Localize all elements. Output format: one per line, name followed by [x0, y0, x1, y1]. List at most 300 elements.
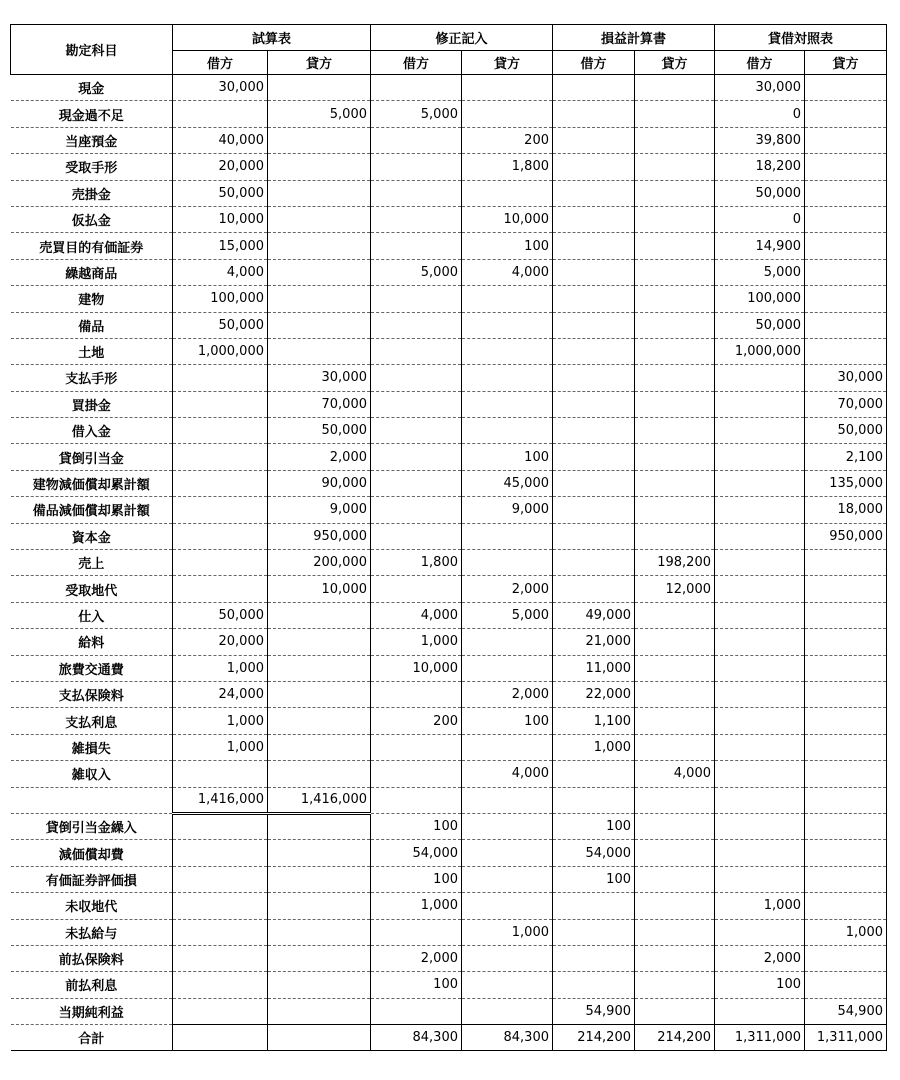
credit-amount — [268, 233, 371, 259]
credit-amount: 70,000 — [805, 391, 887, 417]
debit-amount — [553, 761, 635, 787]
group-header-income-statement: 損益計算書 — [553, 25, 715, 51]
account-column-header: 勘定科目 — [11, 25, 173, 75]
debit-amount — [715, 365, 805, 391]
credit-amount — [805, 550, 887, 576]
debit-amount: 1,000 — [371, 629, 462, 655]
account-name: 支払利息 — [11, 708, 173, 734]
debit-header: 借方 — [173, 51, 268, 75]
credit-amount — [805, 576, 887, 602]
debit-amount — [173, 365, 268, 391]
credit-amount — [635, 338, 715, 364]
credit-amount — [462, 338, 553, 364]
account-name: 当期純利益 — [11, 998, 173, 1024]
credit-amount: 30,000 — [268, 365, 371, 391]
credit-amount — [268, 919, 371, 945]
debit-amount: 10,000 — [371, 655, 462, 681]
debit-amount — [371, 444, 462, 470]
debit-amount — [715, 602, 805, 628]
debit-amount — [371, 919, 462, 945]
credit-amount — [805, 338, 887, 364]
credit-amount — [635, 629, 715, 655]
credit-amount — [635, 893, 715, 919]
credit-amount: 950,000 — [805, 523, 887, 549]
debit-amount — [371, 497, 462, 523]
credit-amount — [635, 655, 715, 681]
debit-amount: 4,000 — [371, 602, 462, 628]
debit-amount — [173, 998, 268, 1024]
debit-header: 借方 — [553, 51, 635, 75]
credit-amount — [635, 180, 715, 206]
credit-amount — [268, 338, 371, 364]
debit-amount — [553, 919, 635, 945]
credit-amount — [462, 286, 553, 312]
credit-amount: 18,000 — [805, 497, 887, 523]
account-name: 売上 — [11, 550, 173, 576]
debit-amount — [173, 497, 268, 523]
debit-amount: 40,000 — [173, 127, 268, 153]
credit-amount — [805, 602, 887, 628]
debit-amount — [715, 655, 805, 681]
credit-amount: 50,000 — [268, 418, 371, 444]
credit-amount — [462, 523, 553, 549]
debit-amount — [371, 761, 462, 787]
credit-amount: 1,000 — [805, 919, 887, 945]
account-name: 前払利息 — [11, 972, 173, 998]
debit-amount: 84,300 — [371, 1025, 462, 1051]
debit-amount — [371, 998, 462, 1024]
debit-amount: 100 — [715, 972, 805, 998]
account-name: 合計 — [11, 1025, 173, 1051]
table-row — [11, 840, 887, 866]
debit-amount — [173, 919, 268, 945]
group-header-balance-sheet: 貸借対照表 — [715, 25, 887, 51]
account-name: 給料 — [11, 629, 173, 655]
credit-amount: 9,000 — [462, 497, 553, 523]
credit-amount — [462, 893, 553, 919]
debit-amount: 22,000 — [553, 681, 635, 707]
credit-amount — [635, 497, 715, 523]
credit-amount — [635, 75, 715, 101]
credit-amount — [635, 840, 715, 866]
debit-amount — [173, 813, 268, 839]
debit-amount: 1,416,000 — [173, 787, 268, 813]
table-row — [11, 312, 887, 338]
debit-amount: 24,000 — [173, 681, 268, 707]
debit-amount — [371, 391, 462, 417]
account-name — [11, 787, 173, 813]
credit-amount — [462, 734, 553, 760]
credit-amount — [268, 761, 371, 787]
credit-amount — [635, 127, 715, 153]
debit-amount — [173, 470, 268, 496]
credit-amount — [268, 945, 371, 971]
debit-amount: 54,000 — [371, 840, 462, 866]
debit-amount — [715, 681, 805, 707]
debit-amount — [173, 523, 268, 549]
credit-amount — [805, 813, 887, 839]
debit-amount — [553, 550, 635, 576]
credit-amount: 12,000 — [635, 576, 715, 602]
credit-amount — [635, 523, 715, 549]
debit-amount: 1,000 — [173, 708, 268, 734]
debit-amount — [371, 470, 462, 496]
debit-amount: 100 — [371, 813, 462, 839]
table-row — [11, 338, 887, 364]
credit-amount — [635, 286, 715, 312]
credit-amount — [635, 972, 715, 998]
credit-amount — [268, 998, 371, 1024]
credit-amount — [462, 391, 553, 417]
debit-amount: 200 — [371, 708, 462, 734]
debit-amount — [173, 444, 268, 470]
credit-amount: 4,000 — [462, 259, 553, 285]
credit-amount — [635, 101, 715, 127]
credit-amount — [805, 866, 887, 892]
credit-amount — [635, 919, 715, 945]
account-name: 備品 — [11, 312, 173, 338]
debit-amount — [173, 893, 268, 919]
debit-amount — [553, 893, 635, 919]
debit-amount: 1,800 — [371, 550, 462, 576]
debit-amount — [173, 761, 268, 787]
credit-amount — [268, 180, 371, 206]
table-row — [11, 866, 887, 892]
table-row — [11, 602, 887, 628]
account-name: 雑収入 — [11, 761, 173, 787]
debit-header: 借方 — [371, 51, 462, 75]
debit-amount — [553, 972, 635, 998]
credit-amount — [462, 101, 553, 127]
credit-amount: 4,000 — [462, 761, 553, 787]
debit-amount — [553, 338, 635, 364]
credit-amount — [805, 840, 887, 866]
debit-amount — [371, 206, 462, 232]
account-name: 有価証券評価損 — [11, 866, 173, 892]
table-row — [11, 259, 887, 285]
credit-amount: 1,800 — [462, 154, 553, 180]
debit-amount — [371, 338, 462, 364]
account-name: 現金 — [11, 75, 173, 101]
debit-amount — [371, 734, 462, 760]
credit-amount — [805, 945, 887, 971]
group-header-trial-balance: 試算表 — [173, 25, 371, 51]
credit-amount: 214,200 — [635, 1025, 715, 1051]
credit-amount — [462, 840, 553, 866]
debit-amount — [715, 497, 805, 523]
credit-amount: 70,000 — [268, 391, 371, 417]
table-row — [11, 233, 887, 259]
debit-amount — [173, 576, 268, 602]
credit-amount: 10,000 — [268, 576, 371, 602]
account-name: 未収地代 — [11, 893, 173, 919]
debit-amount: 100,000 — [173, 286, 268, 312]
table-row — [11, 101, 887, 127]
credit-amount — [805, 761, 887, 787]
credit-amount — [268, 840, 371, 866]
debit-amount — [371, 523, 462, 549]
table-body — [11, 75, 887, 1051]
credit-amount: 30,000 — [805, 365, 887, 391]
debit-amount — [173, 550, 268, 576]
debit-amount: 100,000 — [715, 286, 805, 312]
debit-amount: 2,000 — [371, 945, 462, 971]
debit-amount: 21,000 — [553, 629, 635, 655]
credit-amount — [462, 550, 553, 576]
table-row — [11, 523, 887, 549]
credit-amount — [635, 787, 715, 813]
debit-amount — [371, 576, 462, 602]
credit-amount: 2,000 — [462, 681, 553, 707]
debit-amount — [553, 312, 635, 338]
debit-amount — [173, 945, 268, 971]
debit-amount — [715, 523, 805, 549]
credit-amount — [635, 444, 715, 470]
debit-amount: 30,000 — [715, 75, 805, 101]
debit-amount — [371, 365, 462, 391]
account-name: 建物減価償却累計額 — [11, 470, 173, 496]
debit-amount: 1,311,000 — [715, 1025, 805, 1051]
account-name: 受取地代 — [11, 576, 173, 602]
credit-header: 貸方 — [635, 51, 715, 75]
debit-amount: 15,000 — [173, 233, 268, 259]
debit-amount — [715, 866, 805, 892]
debit-amount — [715, 470, 805, 496]
credit-amount — [268, 655, 371, 681]
credit-amount — [462, 75, 553, 101]
table-row — [11, 206, 887, 232]
credit-amount — [268, 312, 371, 338]
credit-amount: 135,000 — [805, 470, 887, 496]
credit-amount — [805, 127, 887, 153]
credit-amount — [635, 391, 715, 417]
debit-amount — [173, 1025, 268, 1051]
table-row — [11, 180, 887, 206]
debit-amount: 50,000 — [715, 312, 805, 338]
account-name: 貸倒引当金繰入 — [11, 813, 173, 839]
debit-amount: 1,000 — [173, 734, 268, 760]
table-row — [11, 444, 887, 470]
account-name: 仮払金 — [11, 206, 173, 232]
credit-amount — [635, 233, 715, 259]
credit-amount: 1,311,000 — [805, 1025, 887, 1051]
debit-amount: 50,000 — [715, 180, 805, 206]
credit-amount: 950,000 — [268, 523, 371, 549]
debit-amount: 100 — [371, 866, 462, 892]
worksheet-table — [10, 24, 887, 1051]
table-row — [11, 708, 887, 734]
credit-amount — [635, 365, 715, 391]
debit-amount: 1,000 — [173, 655, 268, 681]
account-name: 支払保険料 — [11, 681, 173, 707]
credit-amount — [462, 629, 553, 655]
credit-amount — [635, 602, 715, 628]
debit-amount: 1,100 — [553, 708, 635, 734]
debit-amount: 39,800 — [715, 127, 805, 153]
credit-amount — [635, 734, 715, 760]
credit-amount — [805, 259, 887, 285]
debit-amount: 1,000,000 — [173, 338, 268, 364]
debit-amount: 4,000 — [173, 259, 268, 285]
credit-amount — [268, 813, 371, 839]
table-row — [11, 629, 887, 655]
table-row — [11, 734, 887, 760]
credit-amount — [462, 312, 553, 338]
debit-amount: 214,200 — [553, 1025, 635, 1051]
debit-amount: 54,900 — [553, 998, 635, 1024]
table-row — [11, 286, 887, 312]
credit-amount — [268, 602, 371, 628]
account-name: 土地 — [11, 338, 173, 364]
credit-amount — [268, 154, 371, 180]
debit-amount — [371, 75, 462, 101]
account-name: 雑損失 — [11, 734, 173, 760]
debit-amount — [715, 734, 805, 760]
debit-amount — [715, 576, 805, 602]
debit-amount — [553, 233, 635, 259]
table-row — [11, 391, 887, 417]
debit-amount — [173, 101, 268, 127]
debit-amount: 0 — [715, 206, 805, 232]
debit-amount: 1,000 — [371, 893, 462, 919]
group-header-adjustments: 修正記入 — [371, 25, 553, 51]
debit-amount — [715, 919, 805, 945]
debit-amount — [553, 286, 635, 312]
credit-amount: 9,000 — [268, 497, 371, 523]
debit-amount — [553, 75, 635, 101]
account-name: 支払手形 — [11, 365, 173, 391]
debit-amount — [715, 998, 805, 1024]
credit-amount — [635, 312, 715, 338]
credit-amount — [268, 708, 371, 734]
credit-amount — [268, 893, 371, 919]
credit-amount — [462, 972, 553, 998]
account-name: 減価償却費 — [11, 840, 173, 866]
credit-amount — [268, 75, 371, 101]
debit-amount — [715, 787, 805, 813]
credit-header: 貸方 — [268, 51, 371, 75]
credit-amount — [462, 813, 553, 839]
debit-amount — [173, 866, 268, 892]
table-row — [11, 787, 887, 813]
credit-amount — [462, 655, 553, 681]
credit-amount — [462, 945, 553, 971]
credit-amount: 2,000 — [268, 444, 371, 470]
credit-amount — [805, 101, 887, 127]
credit-amount — [268, 286, 371, 312]
debit-amount — [553, 101, 635, 127]
credit-header: 貸方 — [805, 51, 887, 75]
account-name: 仕入 — [11, 602, 173, 628]
table-row — [11, 127, 887, 153]
credit-amount — [268, 734, 371, 760]
credit-amount: 5,000 — [268, 101, 371, 127]
credit-amount — [462, 418, 553, 444]
table-row — [11, 576, 887, 602]
table-row — [11, 470, 887, 496]
credit-amount — [635, 708, 715, 734]
debit-amount — [173, 972, 268, 998]
debit-header: 借方 — [715, 51, 805, 75]
debit-amount — [371, 418, 462, 444]
table-row — [11, 893, 887, 919]
credit-amount — [268, 866, 371, 892]
account-name: 貸倒引当金 — [11, 444, 173, 470]
credit-amount — [635, 866, 715, 892]
account-name: 建物 — [11, 286, 173, 312]
debit-amount: 20,000 — [173, 154, 268, 180]
credit-amount — [462, 180, 553, 206]
credit-amount — [805, 787, 887, 813]
table-row — [11, 761, 887, 787]
table-row — [11, 418, 887, 444]
account-name: 繰越商品 — [11, 259, 173, 285]
debit-amount — [553, 470, 635, 496]
credit-amount — [635, 681, 715, 707]
debit-amount — [553, 206, 635, 232]
debit-amount: 1,000,000 — [715, 338, 805, 364]
table-row — [11, 497, 887, 523]
debit-amount — [371, 681, 462, 707]
debit-amount: 100 — [553, 813, 635, 839]
account-name: 受取手形 — [11, 154, 173, 180]
credit-amount: 84,300 — [462, 1025, 553, 1051]
credit-amount — [805, 154, 887, 180]
credit-amount: 90,000 — [268, 470, 371, 496]
debit-amount: 50,000 — [173, 312, 268, 338]
credit-header: 貸方 — [462, 51, 553, 75]
credit-amount: 100 — [462, 444, 553, 470]
credit-amount — [268, 259, 371, 285]
table-row — [11, 154, 887, 180]
credit-amount: 4,000 — [635, 761, 715, 787]
credit-amount: 200 — [462, 127, 553, 153]
debit-amount — [553, 945, 635, 971]
credit-amount — [635, 154, 715, 180]
debit-amount: 5,000 — [371, 259, 462, 285]
table-row — [11, 813, 887, 839]
debit-amount — [553, 444, 635, 470]
credit-amount — [268, 972, 371, 998]
credit-amount — [805, 708, 887, 734]
credit-amount — [805, 206, 887, 232]
credit-amount — [268, 681, 371, 707]
credit-amount: 54,900 — [805, 998, 887, 1024]
credit-amount: 2,100 — [805, 444, 887, 470]
table-row — [11, 655, 887, 681]
debit-amount — [553, 391, 635, 417]
account-name: 未払給与 — [11, 919, 173, 945]
account-name: 借入金 — [11, 418, 173, 444]
account-name: 資本金 — [11, 523, 173, 549]
credit-amount: 45,000 — [462, 470, 553, 496]
debit-amount — [553, 497, 635, 523]
debit-amount: 11,000 — [553, 655, 635, 681]
credit-amount — [805, 893, 887, 919]
debit-amount — [715, 761, 805, 787]
credit-amount — [805, 629, 887, 655]
credit-amount — [805, 734, 887, 760]
credit-amount — [462, 365, 553, 391]
debit-amount — [715, 629, 805, 655]
credit-amount — [462, 866, 553, 892]
table-header — [11, 25, 887, 75]
credit-amount: 5,000 — [462, 602, 553, 628]
credit-amount — [635, 813, 715, 839]
debit-amount: 18,200 — [715, 154, 805, 180]
debit-amount: 30,000 — [173, 75, 268, 101]
debit-amount — [371, 787, 462, 813]
